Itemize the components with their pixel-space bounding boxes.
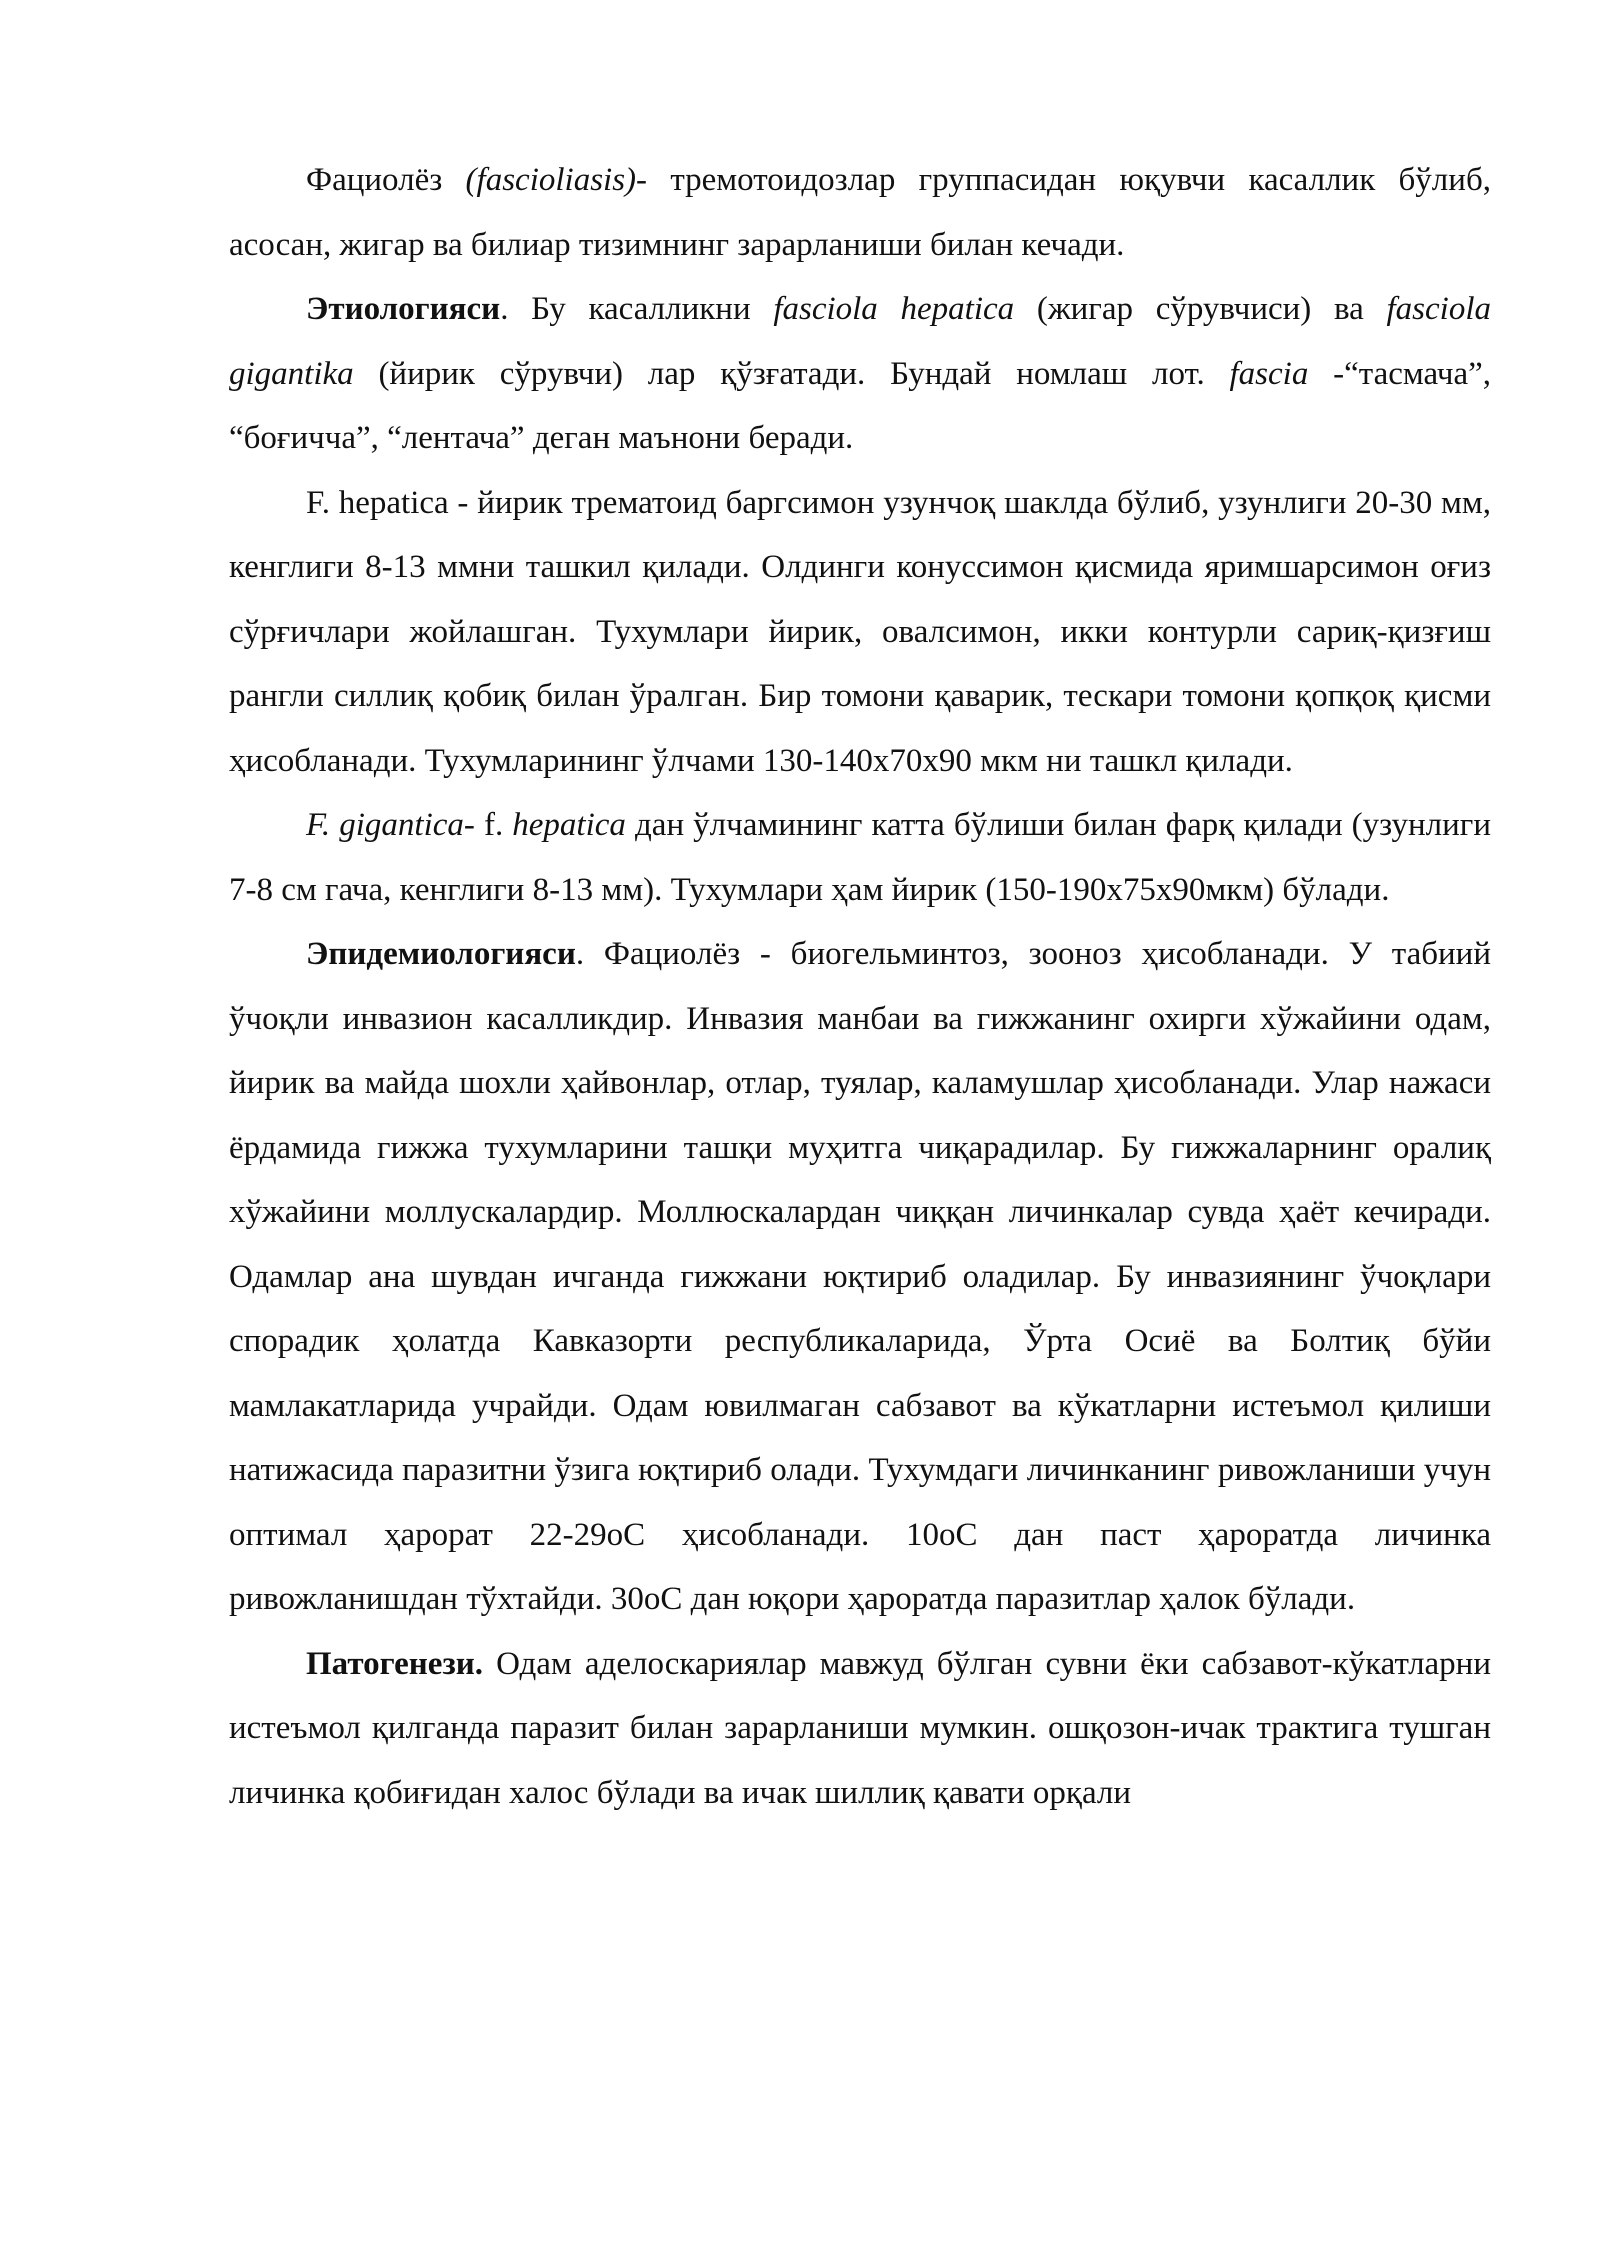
text-segment-italic: fasciola gigantika xyxy=(229,291,1491,392)
text-segment: F. hepatica - йирик трематоид баргсимон узунчоқ шаклда бўлиб, узунлиги 20-30 мм, кенглиги 8-13 ммни ташкил қилади. Олдинги конуссимон қисмида яримшарсимон оғиз сўрғичлари жойлашган. Тухумлари йирик, овалсимон, икки контурли сариқ-қизғиш рангли силлиқ қобиқ билан ўралган. Бир томони қаварик, тескари томони қопқоқ қисми ҳисобланади. Тухумларининг ўлчами 130-140х70х90 мкм ни ташкл қилади. xyxy=(229,484,1491,779)
text-segment: - тремотоидозлар группасидан юқувчи касаллик бўлиб, асосан, жигар ва билиар тизимнинг зарарланиши билан кечади. xyxy=(229,162,1491,263)
text-segment-italic: fascia xyxy=(1229,355,1309,392)
paragraph-intro xyxy=(229,148,1491,277)
section-heading-etiology: Этиологияси xyxy=(306,291,501,327)
paragraph-hepatica-description xyxy=(229,471,1491,794)
text-segment: Фациолёз xyxy=(306,162,466,198)
paragraph-epidemiology xyxy=(229,922,1491,1632)
text-segment-italic: (fascioliasis) xyxy=(465,162,637,198)
text-segment: . Фациолёз - биогельминтоз, зооноз ҳисобланади. У табиий ўчоқли инвазион касалликдир. Инвазия манбаи ва гижжанинг охирги хўжайини одам, йирик ва майда шохли ҳайвонлар, отлар, туялар, каламушлар ҳисобланади. Улар нажаси ёрдамида гижжа тухумларини ташқи муҳитга чиқарадилар. Бу гижжаларнинг оралиқ хўжайини моллускалардир. Моллюскалардан чиққан личинкалар сувда ҳаёт кечиради. Одамлар ана шувдан ичганда гижжани юқтириб оладилар. Бу инвазиянинг ўчоқлари спорадик ҳолатда Кавказорти республикаларида, Ўрта Осиё ва Болтиқ бўйи мамлакатларида учрайди. Одам ювилмаган сабзавот ва кўкатларни истеъмол қилиши натижасида паразитни ўзига юқтириб олади. Тухумдаги личинканинг ривожланиши учун оптимал ҳарорат 22-29оС ҳисобланади. 10оС дан паст ҳароратда личинка ривожланишдан тўхтайди. 30оС дан юқори ҳароратда паразитлар ҳалок бўлади. xyxy=(229,936,1491,1617)
text-segment: Одам аделоскариялар мавжуд бўлган сувни ёки сабзавот-кўкатларни истеъмол қилганда паразит билан зарарланиши мумкин. ошқозон-ичак трактига тушган личинка қобиғидан халос бўлади ва ичак шиллиқ қавати орқали xyxy=(229,1645,1491,1811)
text-segment: . Бу касалликни xyxy=(500,291,774,327)
text-segment: - f. xyxy=(463,807,513,843)
section-heading-pathogenesis: Патогенези. xyxy=(306,1645,483,1682)
text-segment: дан ўлчамининг катта бўлиши билан фарқ қилади (узунлиги 7-8 см гача, кенглиги 8-13 мм). Тухумлари ҳам йирик (150-190х75х90мкм) бўлади. xyxy=(229,807,1491,908)
text-segment-italic: hepatica xyxy=(512,807,626,843)
paragraph-etiology xyxy=(229,277,1491,471)
text-segment: (йирик сўрувчи) лар қўзғатади. Бундай номлаш лот. xyxy=(353,355,1230,392)
section-heading-epidemiology: Эпидемиологияси xyxy=(306,936,576,972)
paragraph-pathogenesis xyxy=(229,1632,1491,1826)
text-segment: (жигар сўрувчиси) ва xyxy=(1014,291,1387,327)
text-segment: -“тасмача”, “боғичча”, “лентача” деган маънони беради. xyxy=(229,355,1491,456)
document-body xyxy=(229,148,1491,1825)
text-segment-italic: fasciola hepatica xyxy=(773,291,1015,327)
text-segment-italic: F. gigantica xyxy=(306,807,464,843)
paragraph-gigantica-description xyxy=(229,793,1491,922)
